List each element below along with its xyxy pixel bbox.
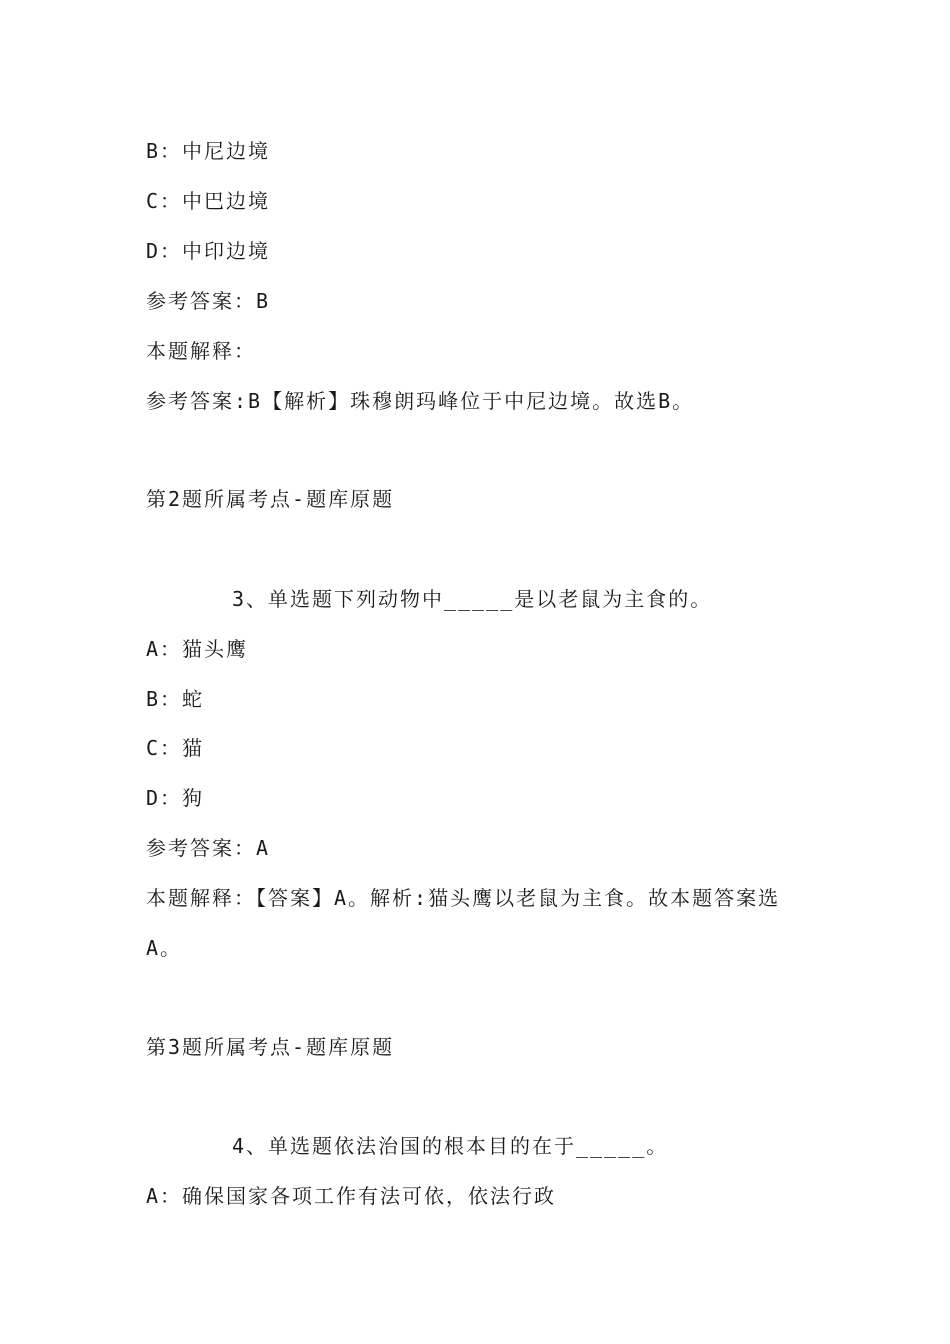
q2-topic: 第2题所属考点-题库原题 bbox=[146, 487, 395, 511]
q2-option-c: C：中巴边境 bbox=[146, 189, 271, 213]
q2-option-d: D：中印边境 bbox=[146, 239, 271, 263]
q2-option-b: B：中尼边境 bbox=[146, 139, 271, 163]
q2-answer: 参考答案：B bbox=[146, 289, 271, 313]
q2-explain-label: 本题解释： bbox=[146, 339, 256, 363]
q3-topic: 第3题所属考点-题库原题 bbox=[146, 1035, 395, 1059]
q4-question: 4、单选题依法治国的根本目的在于_____。 bbox=[232, 1134, 669, 1158]
q3-answer: 参考答案：A bbox=[146, 836, 271, 860]
q3-question: 3、单选题下列动物中_____是以老鼠为主食的。 bbox=[232, 587, 713, 611]
q3-explain-line2: A。 bbox=[146, 936, 183, 960]
q3-option-a: A：猫头鹰 bbox=[146, 637, 249, 661]
q3-option-b: B：蛇 bbox=[146, 687, 205, 711]
q3-option-d: D：狗 bbox=[146, 786, 205, 810]
q4-option-a: A：确保国家各项工作有法可依，依法行政 bbox=[146, 1184, 557, 1208]
q3-option-c: C：猫 bbox=[146, 736, 205, 760]
q2-explain-text: 参考答案:B【解析】珠穆朗玛峰位于中尼边境。故选B。 bbox=[146, 389, 695, 413]
q3-explain-line1: 本题解释：【答案】A。解析:猫头鹰以老鼠为主食。故本题答案选 bbox=[146, 886, 781, 910]
